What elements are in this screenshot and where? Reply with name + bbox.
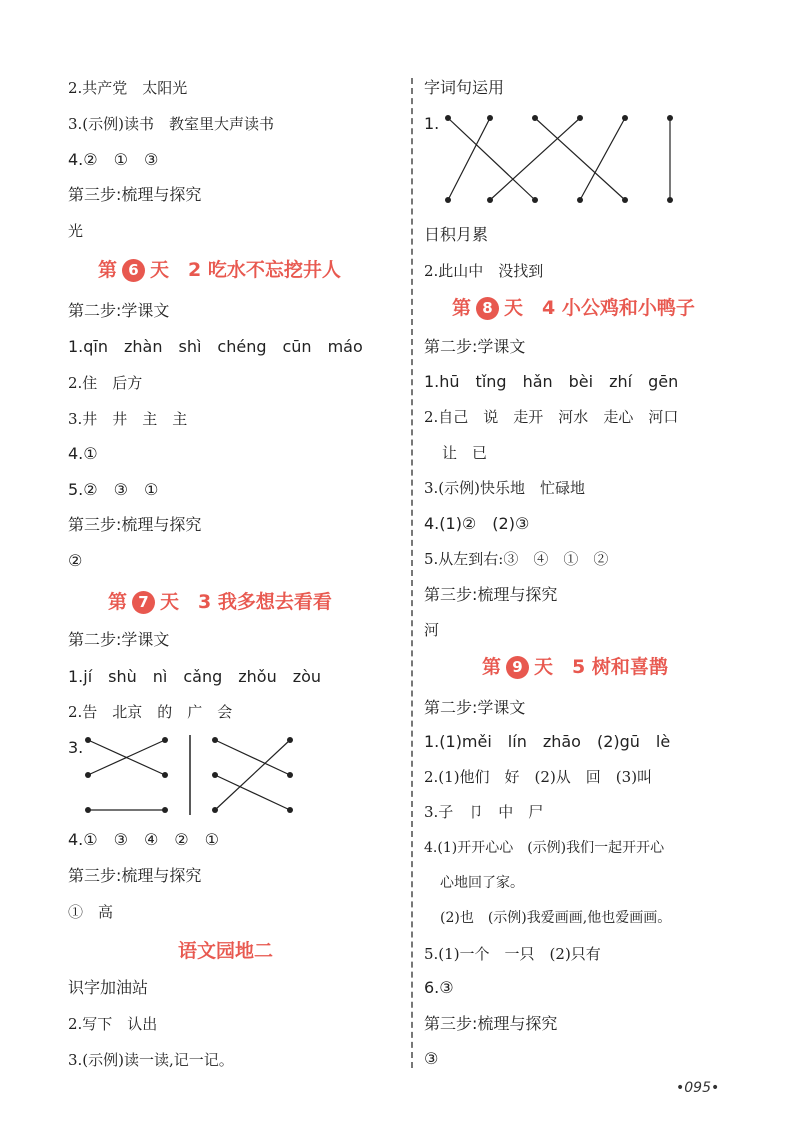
- column-divider: [411, 78, 413, 1068]
- match-line: [215, 740, 290, 810]
- match-dot: [287, 807, 293, 813]
- answer-line: 4.①: [68, 444, 98, 463]
- answer-line: 5.从左到右:③ ④ ① ②: [424, 550, 609, 568]
- answer-line: 河: [424, 621, 440, 639]
- match-dot: [622, 115, 628, 121]
- answer-line: 6.③: [424, 978, 454, 997]
- heading-title: 天 4 小公鸡和小鸭子: [504, 297, 695, 319]
- day6-heading: [98, 257, 341, 283]
- step-label: 第二步:学课文: [424, 698, 526, 717]
- match-dot: [212, 807, 218, 813]
- match-dot: [212, 737, 218, 743]
- answer-line: 1.jí shù nì cǎng zhǒu zòu: [68, 667, 322, 686]
- match-line: [490, 118, 580, 200]
- answer-line: ②: [68, 551, 83, 570]
- match-dot: [577, 197, 583, 203]
- answer-line: 4.(1)② (2)③: [424, 514, 530, 533]
- answer-line: 4.① ③ ④ ② ①: [68, 830, 219, 849]
- step-label: 第三步:梳理与探究: [68, 866, 202, 885]
- answer-line: 让 已: [442, 444, 488, 462]
- answer-line: 4.(1)开开心心 (示例)我们一起开开心: [424, 840, 665, 856]
- heading-title: 天 5 树和喜鹊: [534, 656, 668, 678]
- page-number: •095•: [676, 1080, 720, 1096]
- match-line: [580, 118, 625, 200]
- answer-line: 1.(1)měi lín zhāo (2)gū lè: [424, 732, 671, 751]
- match-dot: [85, 807, 91, 813]
- match-dot: [85, 772, 91, 778]
- match-dot: [622, 197, 628, 203]
- answer-line: 光: [68, 222, 84, 240]
- day-number-badge: 6: [122, 259, 145, 282]
- heading-prefix: 第: [98, 259, 118, 281]
- match-dot: [287, 772, 293, 778]
- matching-diagram-words: [440, 108, 690, 208]
- heading-prefix: 第: [108, 591, 128, 613]
- step-label: 第二步:学课文: [68, 301, 170, 320]
- answer-line: 1.: [424, 114, 440, 133]
- answer-line: 2.告 北京 的 广 会: [68, 703, 233, 721]
- section-label: 识字加油站: [68, 978, 149, 997]
- match-dot: [487, 115, 493, 121]
- step-label: 第三步:梳理与探究: [424, 585, 558, 604]
- heading-prefix: 第: [452, 297, 472, 319]
- match-dot: [85, 737, 91, 743]
- answer-line: 3.(示例)读书 教室里大声读书: [68, 115, 275, 133]
- match-dot: [577, 115, 583, 121]
- step-label: 第二步:学课文: [424, 337, 526, 356]
- section-label: 日积月累: [424, 225, 489, 244]
- answer-line: 3.: [68, 738, 84, 757]
- answer-line: 1.qīn zhàn shì chéng cūn máo: [68, 337, 363, 356]
- day7-heading: [108, 589, 332, 615]
- match-dot: [667, 197, 673, 203]
- matching-diagram-day7: [80, 730, 310, 820]
- answer-line: 5.(1)一个 一只 (2)只有: [424, 945, 601, 963]
- match-line: [215, 740, 290, 775]
- answer-line: 2.(1)他们 好 (2)从 回 (3)叫: [424, 768, 653, 786]
- match-line: [448, 118, 490, 200]
- match-dot: [532, 115, 538, 121]
- day-number-badge: 7: [132, 591, 155, 614]
- match-dot: [162, 737, 168, 743]
- garden-heading: 语文园地二: [178, 940, 274, 962]
- answer-line: 3.(示例)快乐地 忙碌地: [424, 479, 586, 497]
- match-dot: [162, 772, 168, 778]
- step-label: 第三步:梳理与探究: [68, 515, 202, 534]
- day-number-badge: 9: [506, 656, 529, 679]
- answer-line: 3.(示例)读一读,记一记。: [68, 1051, 234, 1069]
- section-label: 字词句运用: [424, 78, 505, 97]
- answer-line: 2.此山中 没找到: [424, 262, 544, 280]
- answer-line: 心地回了家。: [440, 875, 524, 891]
- answer-line: 1.hū tǐng hǎn bèi zhí gēn: [424, 372, 679, 391]
- match-dot: [667, 115, 673, 121]
- answer-line: 2.共产党 太阳光: [68, 79, 188, 97]
- step-label: 第三步:梳理与探究: [424, 1014, 558, 1033]
- answer-line: 4.② ① ③: [68, 150, 159, 169]
- match-line: [448, 118, 535, 200]
- match-line: [535, 118, 625, 200]
- match-dot: [532, 197, 538, 203]
- heading-title: 天 2 吃水不忘挖井人: [150, 259, 341, 281]
- answer-line: ① 高: [68, 903, 114, 921]
- day-number-badge: 8: [476, 297, 499, 320]
- answer-line: 5.② ③ ①: [68, 480, 159, 499]
- answer-line: 3.井 井 主 主: [68, 410, 188, 428]
- answer-line: 2.写下 认出: [68, 1015, 158, 1033]
- match-line: [215, 775, 290, 810]
- match-dot: [445, 197, 451, 203]
- match-dot: [162, 807, 168, 813]
- day9-heading: [482, 654, 668, 680]
- match-dot: [287, 737, 293, 743]
- match-dot: [212, 772, 218, 778]
- day8-heading: [452, 295, 695, 321]
- step-label: 第三步:梳理与探究: [68, 185, 202, 204]
- answer-line: 2.住 后方: [68, 374, 143, 392]
- match-dot: [445, 115, 451, 121]
- answer-line: (2)也 (示例)我爱画画,他也爱画画。: [440, 910, 672, 926]
- answer-line: 3.子 卩 中 尸: [424, 803, 544, 821]
- heading-prefix: 第: [482, 656, 502, 678]
- answer-line: ③: [424, 1049, 439, 1068]
- match-dot: [487, 197, 493, 203]
- heading-title: 天 3 我多想去看看: [160, 591, 332, 613]
- step-label: 第二步:学课文: [68, 630, 170, 649]
- answer-line: 2.自己 说 走开 河水 走心 河口: [424, 408, 679, 426]
